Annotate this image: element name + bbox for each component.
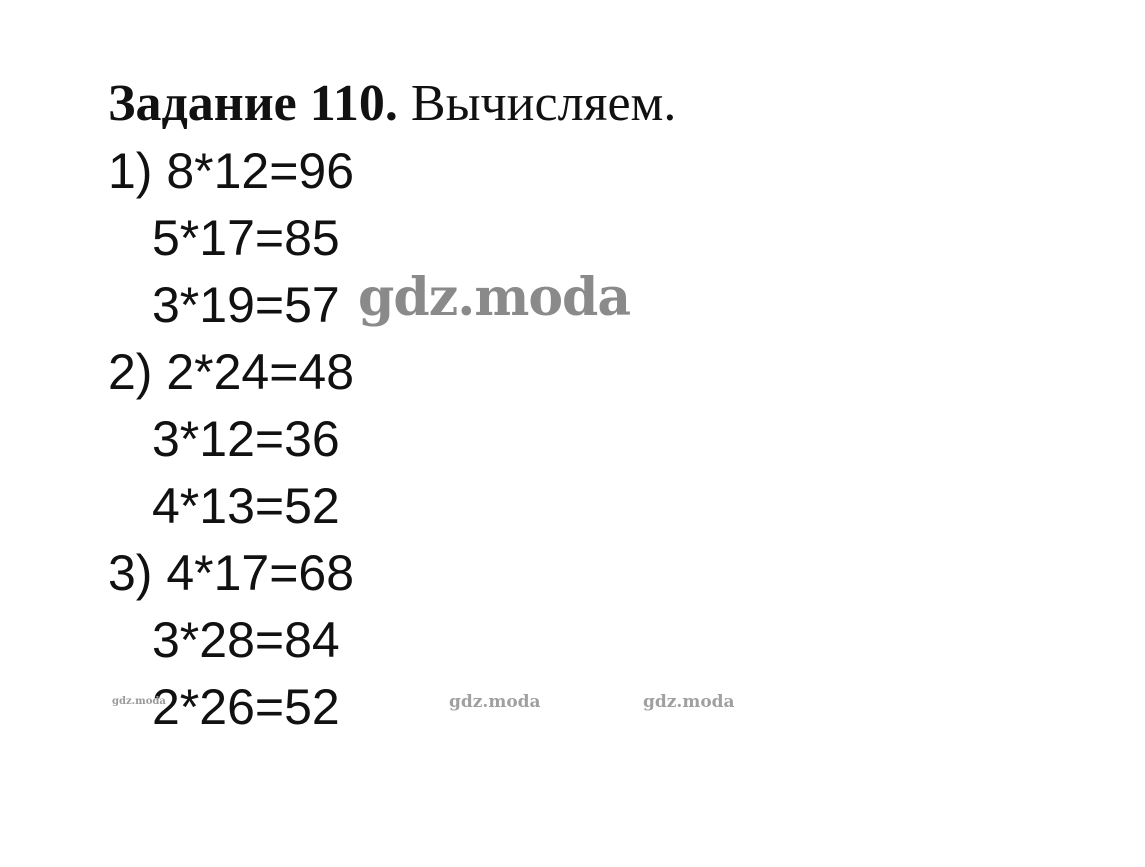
watermark-large: gdz.moda	[358, 267, 631, 328]
answer-line-1: 1) 8*12=96	[108, 143, 355, 199]
watermark-small-2: gdz.moda	[643, 692, 735, 712]
task-number: Задание 110.	[108, 75, 398, 132]
answer-line-6: 4*13=52	[152, 478, 340, 534]
answer-line-9: 2*26=52	[152, 679, 340, 735]
task-heading: Вычисляем.	[397, 75, 677, 132]
answer-line-5: 3*12=36	[152, 411, 340, 467]
watermark-small-1: gdz.moda	[449, 692, 541, 712]
answer-line-7: 3) 4*17=68	[108, 545, 355, 601]
answer-line-8: 3*28=84	[152, 612, 340, 668]
watermark-tiny: gdz.moda	[112, 696, 166, 707]
task-title	[108, 76, 676, 132]
answer-line-2: 5*17=85	[152, 210, 340, 266]
answer-line-3: 3*19=57	[152, 277, 340, 333]
answer-line-4: 2) 2*24=48	[108, 344, 355, 400]
